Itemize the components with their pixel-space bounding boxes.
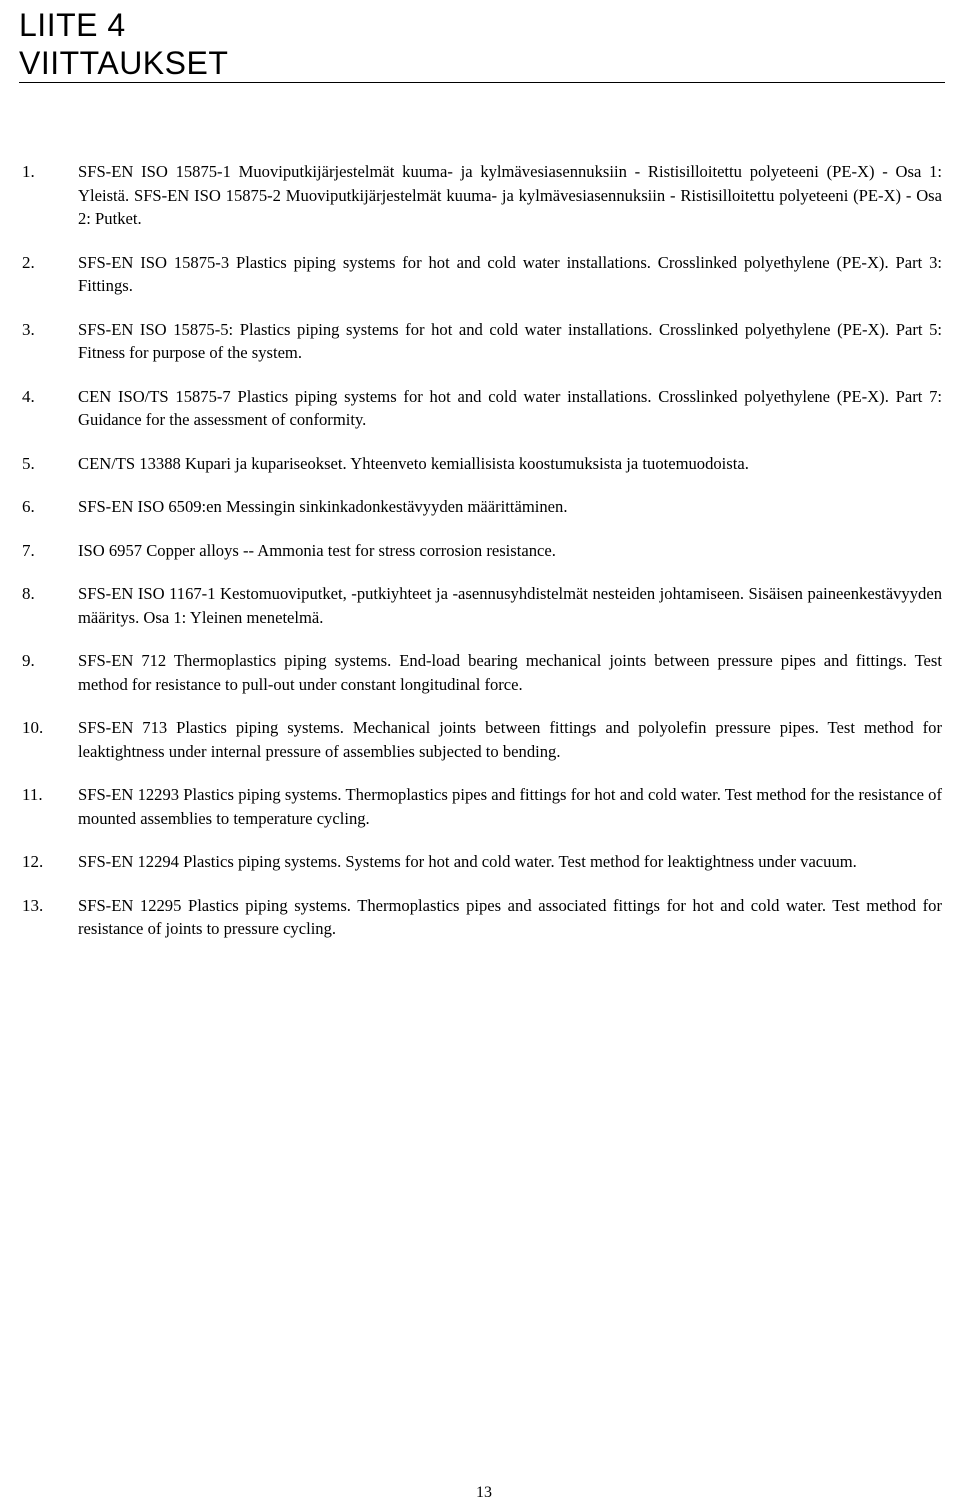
reference-number: 3. <box>22 319 35 339</box>
reference-text: ISO 6957 Copper alloys -- Ammonia test for stress corrosion resistance. <box>78 540 556 560</box>
reference-item <box>22 318 942 365</box>
reference-text: SFS-EN ISO 15875-5: Plastics piping systems for hot and cold water installations. Crosslinked polyethylene (PE-X). Part 5: Fitness for purpose of the system. <box>78 319 942 362</box>
reference-item <box>22 160 942 231</box>
reference-text: SFS-EN ISO 15875-1 Muoviputkijärjestelmät kuuma- ja kylmävesiasennuksiin - Ristisilloitettu polyeteeni (PE-X) - Osa 1: Yleistä. SFS-EN ISO 15875-2 Muoviputkijärjestelmät kuuma- ja kylmävesiasennuksiin - Ristisilloitettu polyeteeni (PE-X) - Osa 2: Putket. <box>78 162 942 228</box>
reference-text: CEN ISO/TS 15875-7 Plastics piping systems for hot and cold water installations. Crosslinked polyethylene (PE-X). Part 7: Guidance for the assessment of conformity. <box>78 386 942 429</box>
page-heading <box>19 6 945 83</box>
reference-number: 7. <box>22 540 35 560</box>
reference-text: SFS-EN ISO 15875-3 Plastics piping systems for hot and cold water installations. Crosslinked polyethylene (PE-X). Part 3: Fittings. <box>78 252 942 295</box>
reference-item <box>22 649 942 696</box>
reference-item <box>22 385 942 432</box>
reference-item <box>22 850 942 874</box>
reference-text: CEN/TS 13388 Kupari ja kupariseokset. Yhteenveto kemiallisista koostumuksista ja tuotemuodoista. <box>78 453 749 473</box>
reference-item <box>22 251 942 298</box>
reference-text: SFS-EN 712 Thermoplastics piping systems. End-load bearing mechanical joints between pressure pipes and fittings. Test method for resistance to pull-out under constant longitudinal force. <box>78 651 942 694</box>
appendix-label: LIITE 4 <box>19 7 126 43</box>
reference-number: 8. <box>22 584 35 603</box>
reference-text: SFS-EN 12295 Plastics piping systems. Thermoplastics pipes and associated fittings for hot and cold water. Test method for resistance of joints to pressure cycling. <box>78 895 942 938</box>
reference-text: SFS-EN 713 Plastics piping systems. Mechanical joints between fittings and polyolefin pressure pipes. Test method for leaktightness under internal pressure of assemblies subjected to bending. <box>78 718 942 761</box>
reference-item <box>22 783 942 830</box>
reference-item <box>22 539 942 563</box>
reference-number: 1. <box>22 162 35 181</box>
section-title: VIITTAUKSET <box>19 45 229 81</box>
reference-text: SFS-EN ISO 6509:en Messingin sinkinkadonkestävyyden määrittäminen. <box>78 497 568 516</box>
reference-item <box>22 495 942 519</box>
reference-text: SFS-EN ISO 1167-1 Kestomuoviputket, -putkiyhteet ja -asennusyhdistelmät nesteiden johtamiseen. Sisäisen paineenkestävyyden määritys. Osa 1: Yleinen menetelmä. <box>78 584 942 627</box>
reference-number: 10. <box>22 718 44 737</box>
reference-number: 9. <box>22 651 35 670</box>
reference-item <box>22 894 942 941</box>
reference-number: 6. <box>22 497 35 516</box>
reference-number: 13. <box>22 895 44 915</box>
reference-text: SFS-EN 12293 Plastics piping systems. Thermoplastics pipes and fittings for hot and cold water. Test method for the resistance of mounted assemblies to temperature cycling. <box>78 785 942 828</box>
reference-number: 5. <box>22 453 35 473</box>
reference-text: SFS-EN 12294 Plastics piping systems. Systems for hot and cold water. Test method for leaktightness under vacuum. <box>78 852 857 871</box>
reference-item <box>22 716 942 763</box>
reference-list <box>22 160 942 961</box>
reference-number: 11. <box>22 785 43 804</box>
reference-number: 4. <box>22 386 35 406</box>
reference-number: 12. <box>22 852 44 871</box>
reference-item <box>22 452 942 476</box>
page-number: 13 <box>476 1484 492 1501</box>
reference-item <box>22 582 942 629</box>
reference-number: 2. <box>22 252 35 272</box>
